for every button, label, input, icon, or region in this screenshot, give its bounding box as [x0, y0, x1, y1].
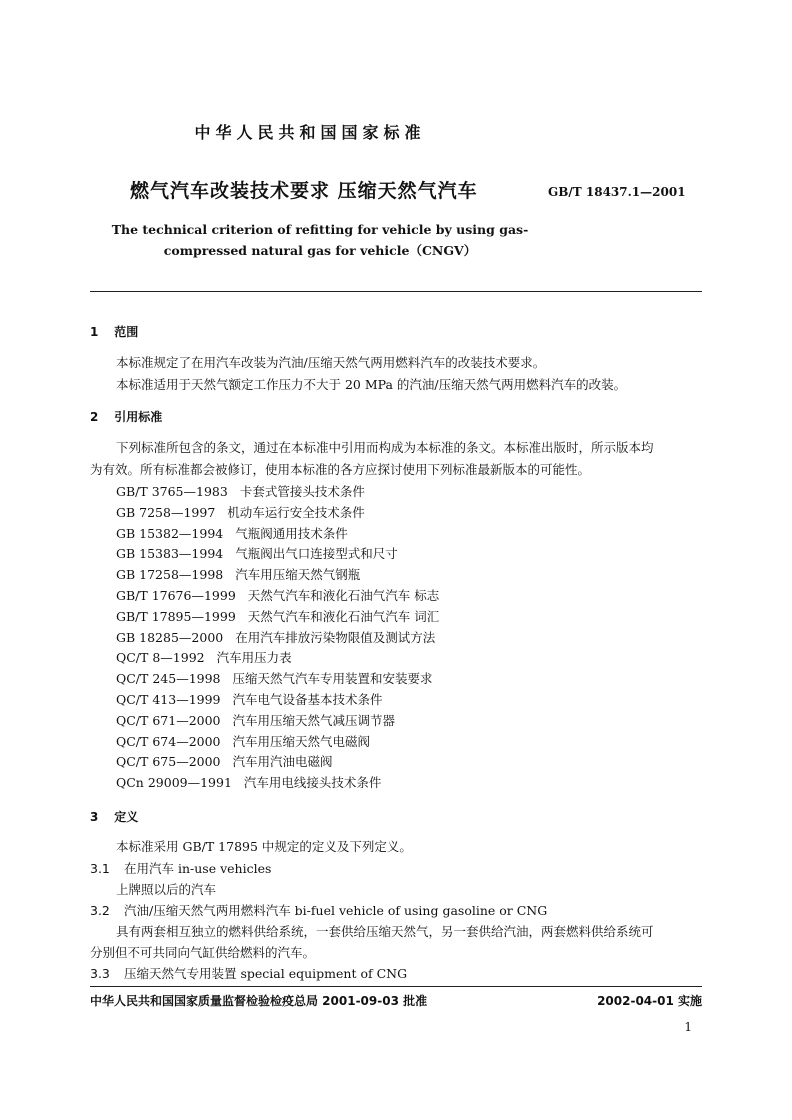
definition-3-2-body-line-1: 具有两套相互独立的燃料供给系统，一套供给压缩天然气，另一套供给汽油，两套燃料供给系统可: [116, 924, 654, 939]
document-title-en: [100, 219, 540, 261]
reference-title: 在用汽车排放污染物限值及测试方法: [235, 629, 436, 645]
section-1-paragraph-1: 本标准规定了在用汽车改装为汽油/压缩天然气两用燃料汽车的改装技术要求。: [116, 355, 546, 370]
reference-title: 气瓶阀出气口连接型式和尺寸: [235, 546, 398, 562]
section-3-heading: [90, 808, 138, 825]
definition-number: 3.2: [90, 903, 110, 918]
reference-item: [116, 544, 398, 562]
section-title: 范围: [114, 325, 139, 339]
reference-code: GB 7258—1997: [116, 504, 216, 520]
definition-3-3-heading: [90, 964, 407, 982]
reference-item: [116, 482, 365, 500]
header-divider: [90, 291, 702, 292]
reference-item: [116, 690, 383, 708]
reference-title: 气瓶阀通用技术条件: [235, 525, 348, 541]
standard-code: GB/T 18437.1—2001: [548, 185, 686, 199]
definition-number: 3.1: [90, 861, 110, 876]
reference-item: [116, 628, 435, 646]
reference-title: 汽车用压力表: [216, 650, 292, 666]
reference-title: 汽车用电线接头技术条件: [243, 775, 382, 791]
reference-title: 机动车运行安全技术条件: [227, 504, 365, 520]
reference-title: 天然气汽车和液化石油气汽车 标志: [247, 588, 440, 603]
title-en-line-1: The technical criterion of refitting for vehicle by using gas-: [111, 222, 529, 237]
section-title: 引用标准: [114, 410, 163, 424]
definition-3-1-heading: [90, 859, 271, 877]
reference-item: [116, 565, 360, 583]
reference-item: [116, 586, 439, 604]
reference-code: QC/T 675—2000: [116, 754, 221, 770]
reference-title: 卡套式管接头技术条件: [239, 484, 365, 499]
reference-item: [116, 711, 395, 729]
reference-code: QC/T 674—2000: [116, 733, 221, 749]
reference-item: [116, 607, 439, 625]
reference-code: GB 15382—1994: [116, 525, 224, 541]
section-title: 定义: [114, 810, 139, 824]
reference-code: QC/T 245—1998: [116, 671, 221, 687]
section-number: 3: [90, 810, 99, 824]
reference-item: [116, 669, 433, 687]
reference-code: QCn 29009—1991: [116, 775, 232, 791]
reference-code: QC/T 8—1992: [116, 650, 205, 666]
definition-term: 在用汽车 in-use vehicles: [124, 861, 272, 876]
reference-title: 压缩天然气汽车专用装置和安装要求: [232, 671, 433, 687]
reference-code: QC/T 671—2000: [116, 712, 221, 728]
reference-title: 汽车用压缩天然气减压调节器: [232, 712, 396, 728]
approval-line: 中华人民共和国国家质量监督检验检疫总局 2001-09-03 批准: [90, 994, 428, 1008]
definition-3-2-heading: [90, 901, 547, 919]
reference-title: 天然气汽车和液化石油气汽车 词汇: [247, 608, 440, 624]
reference-title: 汽车用压缩天然气钢瓶: [235, 567, 361, 583]
reference-item: [116, 773, 381, 791]
definition-3-1-body: 上牌照以后的汽车: [116, 882, 217, 897]
title-en-line-2: compressed natural gas for vehicle（CNGV）: [163, 243, 477, 258]
reference-code: GB 18285—2000: [116, 629, 224, 645]
reference-title: 汽车用压缩天然气电磁阀: [232, 733, 371, 749]
definition-number: 3.3: [90, 966, 110, 981]
section-1-paragraph-2: 本标准适用于天然气额定工作压力不大于 20 MPa 的汽油/压缩天然气两用燃料汽车的改装。: [116, 377, 627, 392]
reference-title: 汽车用汽油电磁阀: [232, 754, 333, 770]
page-number: 1: [684, 1020, 692, 1034]
definition-term: 汽油/压缩天然气两用燃料汽车 bi-fuel vehicle of using gasoline or CNG: [124, 903, 548, 918]
reference-code: GB 17258—1998: [116, 567, 224, 583]
section-2-paragraph-line-2: 为有效。所有标准都会被修订，使用本标准的各方应探讨使用下列标准最新版本的可能性。: [90, 462, 591, 477]
section-1-heading: [90, 323, 138, 340]
reference-code: QC/T 413—1999: [116, 692, 221, 707]
definition-term: 压缩天然气专用装置 special equipment of CNG: [124, 966, 408, 981]
reference-title: 汽车电气设备基本技术条件: [232, 692, 383, 707]
reference-code: GB/T 17676—1999: [116, 588, 236, 603]
reference-code: GB/T 17895—1999: [116, 608, 236, 624]
reference-code: GB 15383—1994: [116, 546, 224, 562]
standard-header: 中华人民共和国国家标准: [194, 123, 426, 142]
reference-item: [116, 732, 370, 750]
reference-item: [116, 524, 348, 542]
section-2-heading: [90, 408, 162, 425]
reference-item: [116, 503, 365, 521]
section-3-paragraph: 本标准采用 GB/T 17895 中规定的定义及下列定义。: [116, 839, 412, 854]
section-2-paragraph-line-1: 下列标准所包含的条文，通过在本标准中引用而构成为本标准的条文。本标准出版时，所示版本均: [116, 440, 654, 455]
reference-code: GB/T 3765—1983: [116, 484, 228, 499]
footer-divider: [90, 986, 702, 987]
reference-item: [116, 752, 333, 770]
definition-3-2-body-line-2: 分别但不可共同向气缸供给燃料的汽车。: [90, 945, 316, 960]
section-number: 1: [90, 325, 99, 339]
document-title-cn: 燃气汽车改装技术要求 压缩天然气汽车: [130, 180, 478, 202]
reference-item: [116, 648, 292, 666]
effective-date: 2002-04-01 实施: [597, 994, 702, 1008]
section-number: 2: [90, 410, 99, 424]
